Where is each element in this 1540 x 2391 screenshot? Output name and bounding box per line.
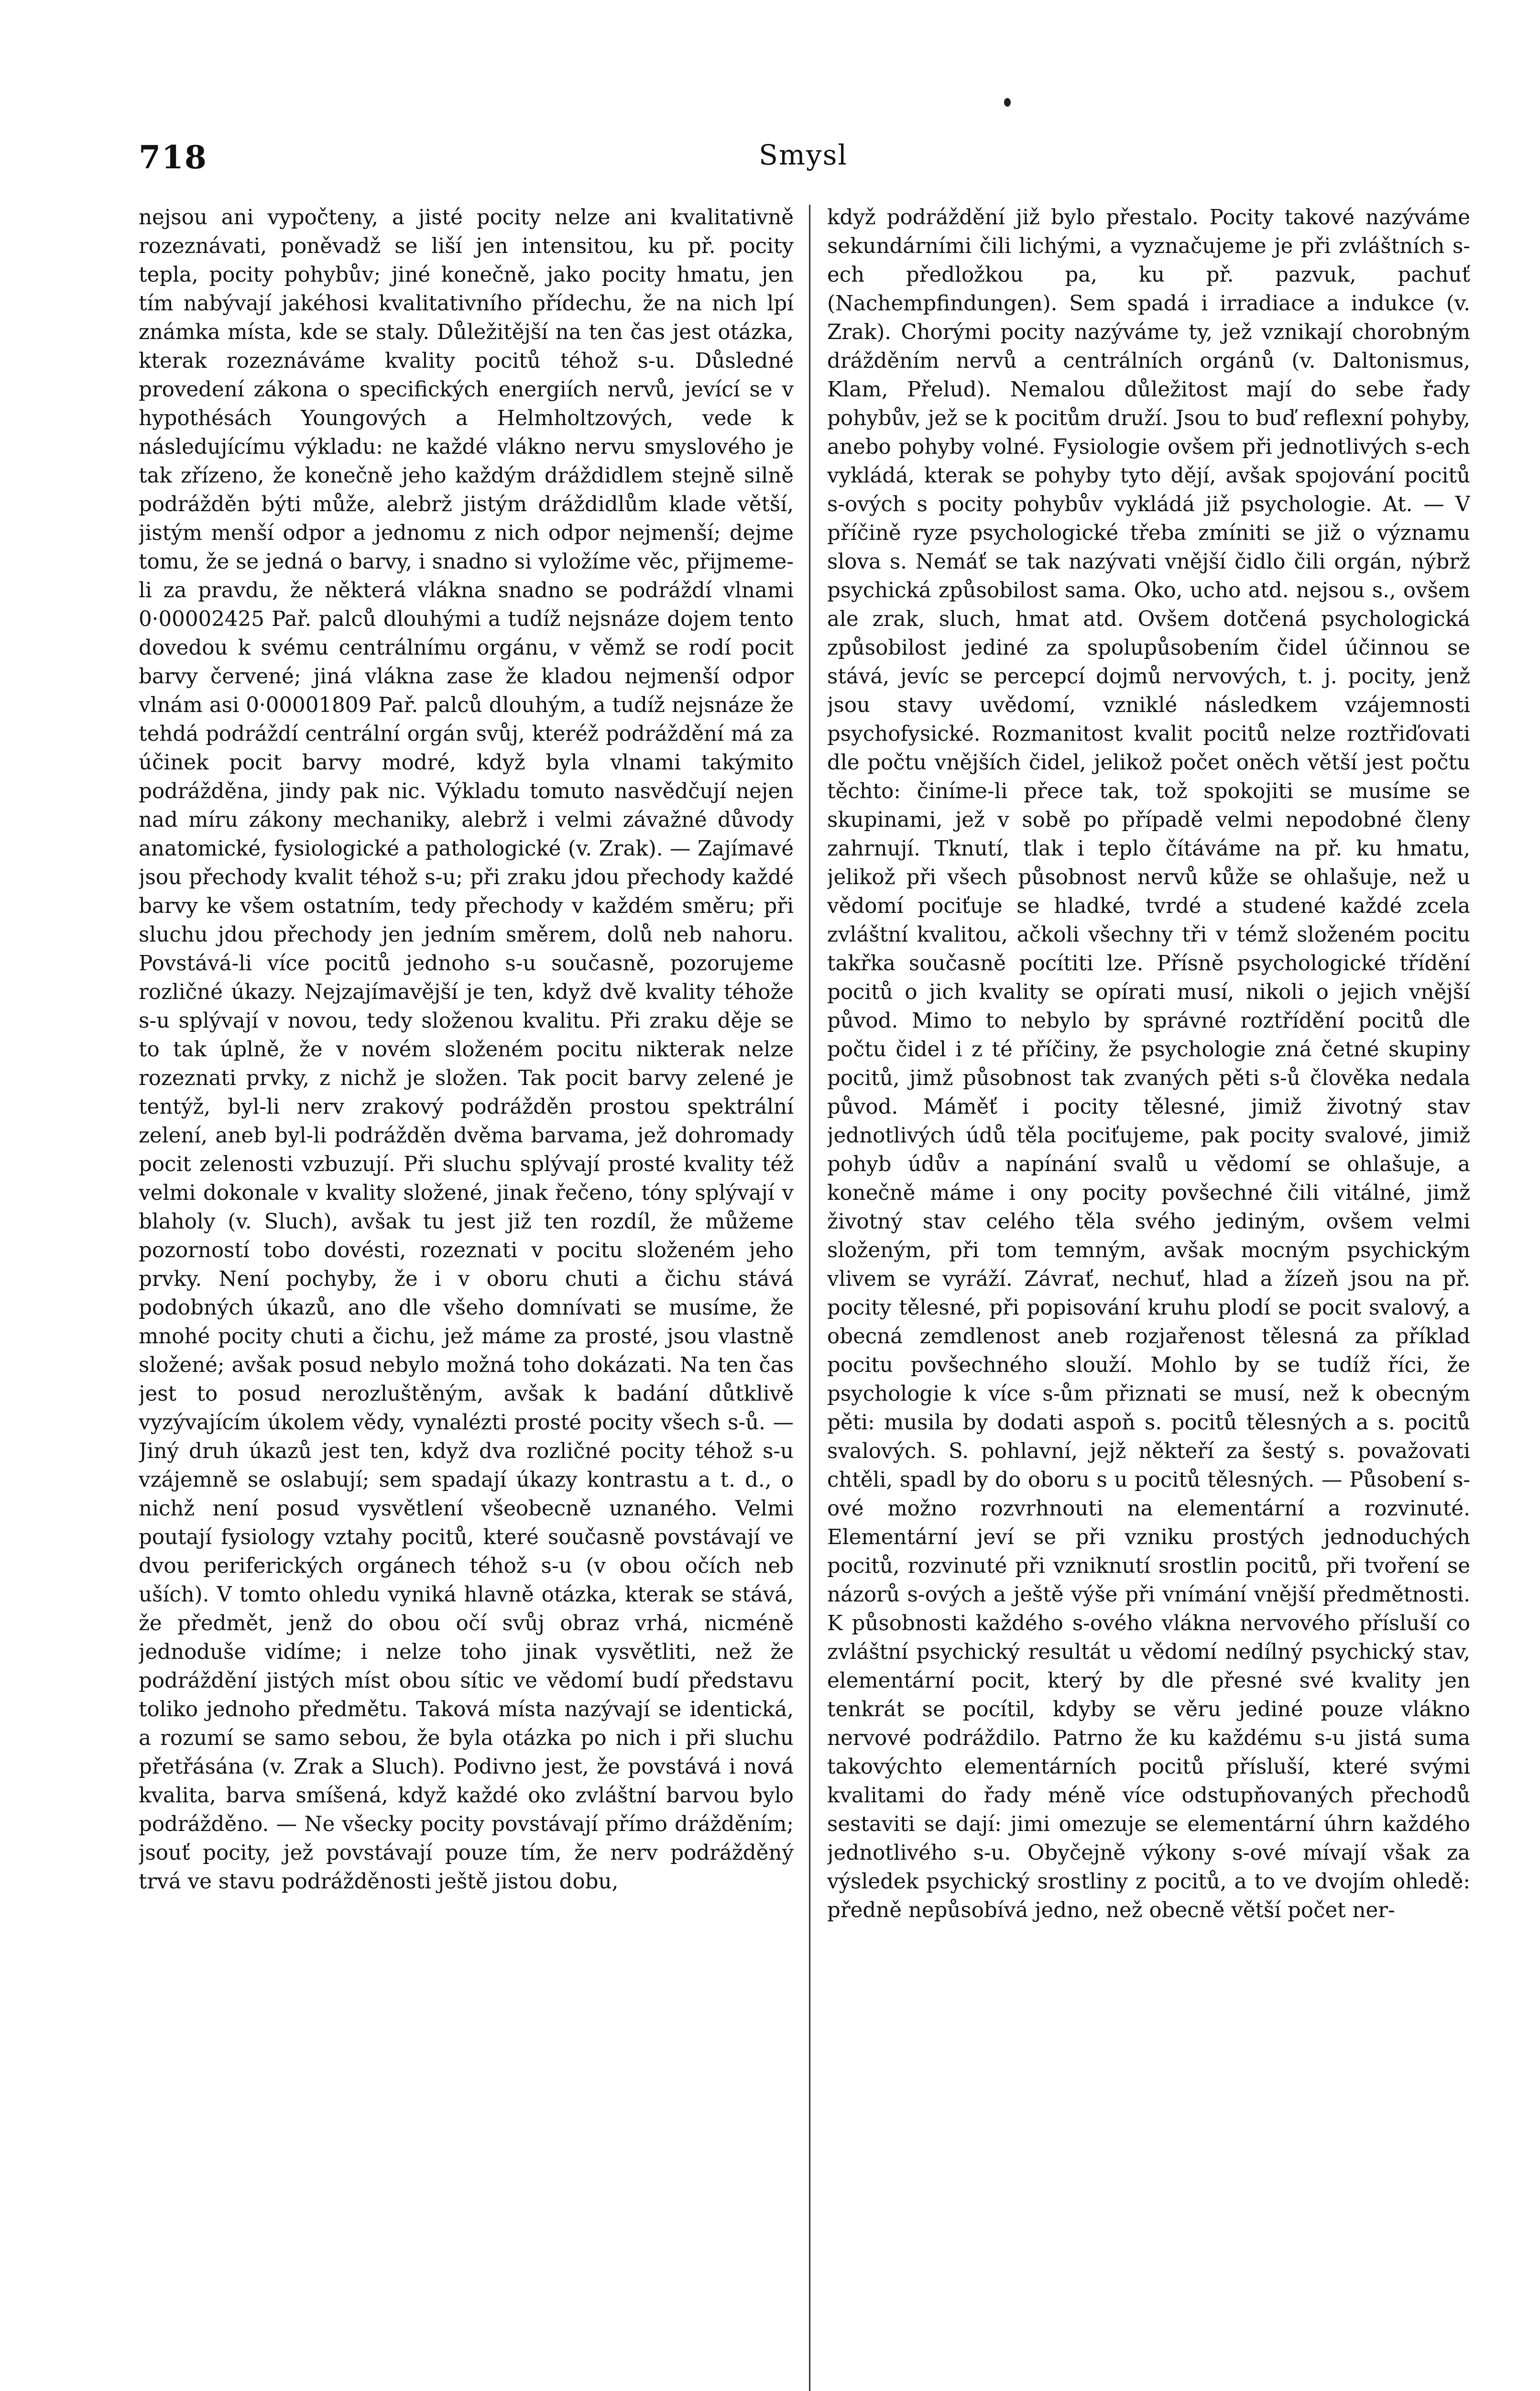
column-divider: [809, 205, 810, 2391]
ink-dot: [1004, 98, 1011, 107]
left-column: [139, 203, 794, 2391]
left-column-text: nejsou ani vypočteny, a jisté pocity nelze ani kvalitativně rozeznávati, poněvadž se liší jen intensitou, ku př. pocity tepla, pocity pohybův; jiné konečně, jako pocity hmatu, jen tím nabývají jakéhosi kvalitativního přídechu, že na nich lpí známka místa, kde se staly. Důležitější na ten čas jest otázka, kterak rozeznáváme kvality pocitů téhož s-u. Důsledné provedení zákona o specifických energiích nervů, jevící se v hypothésách Youngových a Helmholtzových, vede k následujícímu výkladu: ne každé vlákno nervu smyslového je tak zřízeno, že konečně jeho každým dráždidlem stejně silně podrážděn býti může, alebrž jistým dráždidlům klade větší, jistým menší odpor a jednomu z nich odpor nejmenší; dejme tomu, že se jedná o barvy, i snadno si vyložíme věc, přijmeme-li za pravdu, že některá vlákna snadno se podráždí vlnami 0·00002425 Pař. palců dlouhými a tudíž nejsnáze dojem tento dovedou k svému centrálnímu orgánu, v věmž se rodí pocit barvy červené; jiná vlákna zase že kladou nejmenší odpor vlnám asi 0·00001809 Pař. palců dlouhým, a tudíž nejsnáze že tehdá podráždí centrální orgán svůj, kteréž podráždění má za účinek pocit barvy modré, když byla vlnami takýmito podrážděna, jindy pak nic. Výkladu tomuto nasvědčují nejen nad míru zákony mechaniky, alebrž i velmi závažné důvody anatomické, fysiologické a pathologické (v. Zrak). — Zajímavé jsou přechody kvalit téhož s-u; při zraku jdou přechody každé barvy ke všem ostatním, tedy přechody v každém směru; při sluchu jdou přechody jen jedním směrem, dolů neb nahoru. Povstává-li více pocitů jednoho s-u současně, pozorujeme rozličné úkazy. Nejzajímavější je ten, když dvě kvality téhože s-u splývají v novou, tedy složenou kvalitu. Při zraku děje se to tak úplně, že v novém složeném pocitu nikterak nelze rozeznati prvky, z nichž je složen. Tak pocit barvy zelené je tentýž, byl-li nerv zrakový podrážděn prostou spektrální zelení, aneb byl-li podrážděn dvěma barvama, jež dohromady pocit zelenosti vzbuzují. Při sluchu splývají prosté kvality též velmi dokonale v kvality složené, jinak řečeno, tóny splývají v blaholy (v. Sluch), avšak tu jest již ten rozdíl, že můžeme pozorností tobo dovésti, rozeznati v pocitu složeném jeho prvky. Není pochyby, že i v oboru chuti a čichu stává podobných úkazů, ano dle všeho domnívati se musíme, že mnohé pocity chuti a čichu, jež máme za prosté, jsou vlastně složené; avšak posud nebylo možná toho dokázati. Na ten čas jest to posud nerozluštěným, avšak k badání důtklivě vyzývajícím úkolem vědy, vynalézti prosté pocity všech s-ů. — Jiný druh úkazů jest ten, když dva rozličné pocity téhož s-u vzájemně se oslabují; sem spadají úkazy kontrastu a t. d., o nichž není posud vysvětlení všeobecně uznaného. Velmi poutají fysiology vztahy pocitů, které současně povstávají ve dvou periferických orgánech téhož s-u (v obou očích neb uších). V tomto ohledu vyniká hlavně otázka, kterak se stává, že předmět, jenž do obou očí svůj obraz vrhá, nicméně jednoduše vidíme; i nelze toho jinak vysvětliti, než že podráždění jistých míst obou sític ve vědomí budí představu toliko jednoho předmětu. Taková místa nazývají se identická, a rozumí se samo sebou, že byla otázka po nich i při sluchu přetřásána (v. Zrak a Sluch). Podivno jest, že povstává i nová kvalita, barva smíšená, když každé oko zvláštní barvou bylo podrážděno. — Ne všecky pocity povstávají přímo drážděním; jsouť pocity, jež povstávají pouze tím, že nerv podrážděný trvá ve stavu podrážděnosti ještě jistou dobu,: [139, 206, 794, 1894]
right-column: [827, 203, 1470, 2391]
page-number: 718: [139, 139, 208, 176]
running-title: Smysl: [759, 139, 848, 171]
right-column-text: když podráždění již bylo přestalo. Pocity takové nazýváme sekundárními čili lichými, a vyznačujeme je při zvláštních s-ech předložkou pa, ku př. pazvuk, pachuť (Nachempfindungen). Sem spadá i irradiace a indukce (v. Zrak). Chorými pocity nazýváme ty, jež vznikají chorobným drážděním nervů a centrálních orgánů (v. Daltonismus, Klam, Přelud). Nemalou důležitost mají do sebe řady pohybův, jež se k pocitům druží. Jsou to buď reflexní pohyby, anebo pohyby volné. Fysiologie ovšem při jednotlivých s-ech vykládá, kterak se pohyby tyto dějí, avšak spojování pocitů s-ových s pocity pohybův vykládá již psychologie. At. — V příčině ryze psychologické třeba zmíniti se již o významu slova s. Nemáť se tak nazývati vnější čidlo čili orgán, nýbrž psychická způsobilost sama. Oko, ucho atd. nejsou s., ovšem ale zrak, sluch, hmat atd. Ovšem dotčená psychologická způsobilost jediné za spolupůsobením čidel účinnou se stává, jevíc se percepcí dojmů nervových, t. j. pocity, jenž jsou stavy uvědomí, vzniklé následkem vzájemnosti psychofysické. Rozmanitost kvalit pocitů nelze roztřiďovati dle počtu vnějších čidel, jelikož počet oněch větší jest počtu těchto: činíme-li přece tak, tož spokojiti se musíme se skupinami, jež v sobě po případě velmi nepodobné členy zahrnují. Tknutí, tlak i teplo čítáváme na př. ku hmatu, jelikož při všech působnost nervů kůže se ohlašuje, než u vědomí pociťuje se hladké, tvrdé a studené každé zcela zvláštní kvalitou, ačkoli všechny tři v témž složeném pocitu takřka současně pocítiti lze. Přísně psychologické třídění pocitů o jich kvality se opírati musí, nikoli o jejich vnější původ. Mimo to nebylo by správné roztřídění pocitů dle počtu čidel i z té příčiny, že psychologie zná četné skupiny pocitů, jimž působnost tak zvaných pěti s-ů člověka nedala původ. Máměť i pocity tělesné, jimiž životný stav jednotlivých údů těla pociťujeme, pak pocity svalové, jimiž pohyb údův a napínání svalů u vědomí se ohlašuje, a konečně máme i ony pocity povšechné čili vitálné, jimž životný stav celého těla svého jediným, ovšem velmi složeným, při tom temným, avšak mocným psychickým vlivem se vyráží. Závrať, nechuť, hlad a žízeň jsou na př. pocity tělesné, při popisování kruhu plodí se pocit svalový, a obecná zemdlenost aneb rozjařenost tělesná za příklad pocitu povšechného slouží. Mohlo by se tudíž říci, že psychologie k více s-ům přiznati se musí, než k obecným pěti: musila by dodati aspoň s. pocitů tělesných a s. pocitů svalových. S. pohlavní, jejž někteří za šestý s. považovati chtěli, spadl by do oboru s u pocitů tělesných. — Působení s-ové možno rozvrhnouti na elementární a rozvinuté. Elementární jeví se při vzniku prostých jednoduchých pocitů, rozvinuté při vzniknutí srostlin pocitů, při tvoření se názorů s-ových a ještě výše při vnímání vnější předmětnosti. K působnosti každého s-ového vlákna nervového přísluší co zvláštní psychický resultát u vědomí nedílný psychický stav, elementární pocit, který by dle přesné své kvality jen tenkrát se pocítil, kdyby se věru jediné pouze vlákno nervové podráždilo. Patrno že ku každému s-u jistá suma takovýchto elementárních pocitů přísluší, které svými kvalitami do řady méně více odstupňovaných přechodů sestaviti se dají: jimi omezuje se elementární úhrn každého jednotlivého s-u. Obyčejně výkony s-ové mívají však za výsledek psychický srostliny z pocitů, a to ve dvojím ohledě: předně nepůsobívá jedno, než obecně větší počet ner-: [827, 206, 1470, 1922]
running-head: [139, 139, 1468, 182]
